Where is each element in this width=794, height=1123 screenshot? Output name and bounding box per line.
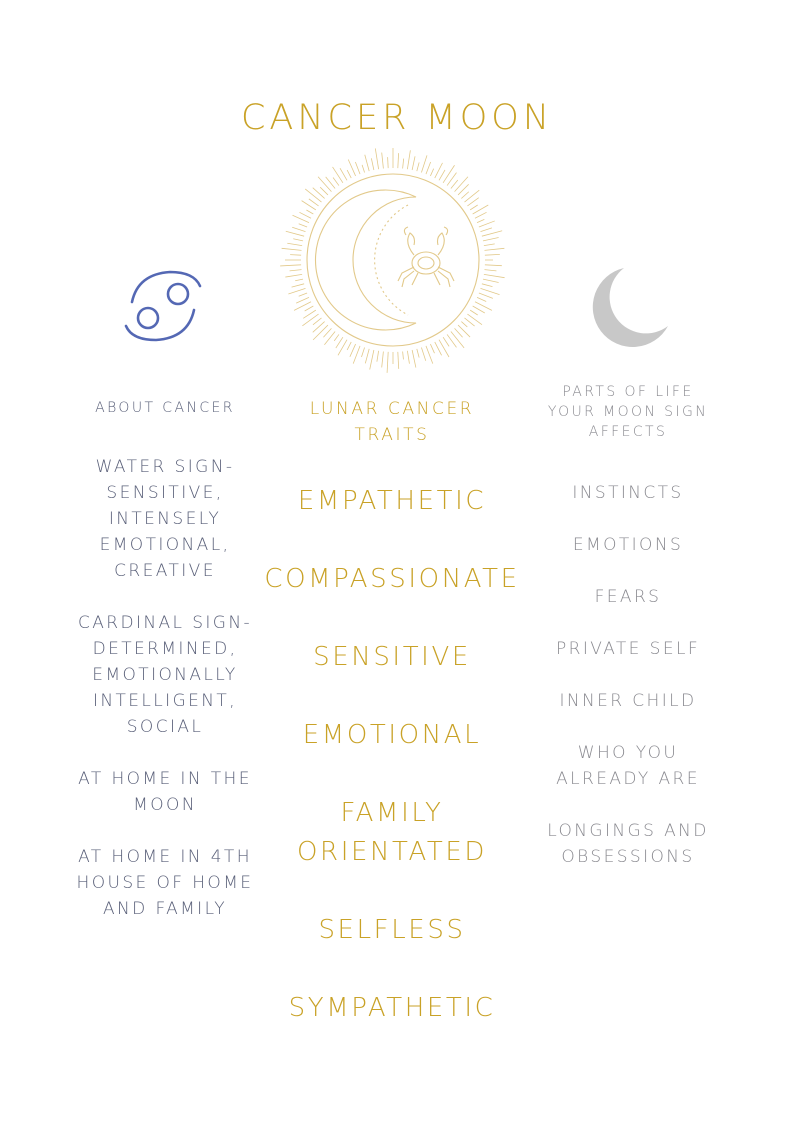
about-cancer-item-line: HOUSE OF HOME xyxy=(76,873,254,893)
moon-sign-affect-line: INNER CHILD xyxy=(559,691,697,711)
moon-sign-affect-line: LONGINGS AND xyxy=(547,821,709,841)
about-cancer-item-line: AT HOME IN 4TH xyxy=(78,847,252,867)
moon-sign-affect-line: PRIVATE SELF xyxy=(555,639,701,659)
about-cancer-item-line: CARDINAL SIGN- xyxy=(77,613,253,633)
about-cancer-item xyxy=(60,844,270,922)
affects-heading-line: PARTS OF LIFE xyxy=(562,384,694,400)
lunar-trait-line: SYMPATHETIC xyxy=(288,993,496,1023)
about-cancer-item-line: EMOTIONALLY xyxy=(92,665,238,685)
moon-sign-affect-line: ALREADY ARE xyxy=(556,769,700,789)
about-cancer-item-line: SENSITIVE, xyxy=(106,483,224,503)
about-cancer-item-line: INTELLIGENT, xyxy=(92,691,238,711)
lunar-trait-line: EMPATHETIC xyxy=(297,486,487,516)
moon-sign-affect xyxy=(520,636,736,662)
lunar-traits-heading xyxy=(262,396,522,448)
lunar-trait xyxy=(262,716,522,755)
moon-sign-affect xyxy=(520,688,736,714)
lunar-trait-line: SELFLESS xyxy=(318,915,466,945)
moon-sign-affect-line: WHO YOU xyxy=(577,743,679,763)
moon-sign-affect xyxy=(520,818,736,870)
affects-heading-line: YOUR MOON SIGN xyxy=(547,404,709,420)
moon-sign-affect xyxy=(520,740,736,792)
lunar-trait-line: ORIENTATED xyxy=(296,837,488,867)
lunar-traits-column xyxy=(262,396,522,1067)
about-cancer-heading: ABOUT CANCER xyxy=(95,400,235,416)
moon-sign-affect xyxy=(520,480,736,506)
moon-sign-affect-line: FEARS xyxy=(594,587,662,607)
lunar-trait-line: EMOTIONAL xyxy=(302,720,482,750)
about-cancer-item-line: AT HOME IN THE xyxy=(78,769,252,789)
moon-sign-affect xyxy=(520,532,736,558)
lunar-trait-line: COMPASSIONATE xyxy=(264,564,520,594)
about-cancer-item xyxy=(60,454,270,584)
moon-sign-affect xyxy=(520,584,736,610)
lunar-traits-heading-line: TRAITS xyxy=(354,425,430,445)
lunar-trait-line: FAMILY xyxy=(340,798,444,828)
lunar-trait xyxy=(262,638,522,677)
moon-sign-affect-line: INSTINCTS xyxy=(572,483,684,503)
crab-in-crescent-sunburst-icon xyxy=(278,145,508,375)
about-cancer-item xyxy=(60,610,270,740)
about-cancer-item-line: INTENSELY xyxy=(108,509,222,529)
lunar-trait xyxy=(262,911,522,950)
lunar-traits-heading-line: LUNAR CANCER xyxy=(309,399,475,419)
moon-sign-affect-line: EMOTIONS xyxy=(572,535,684,555)
cancer-zodiac-glyph-icon xyxy=(120,266,206,346)
moon-sign-affects-column xyxy=(520,382,736,896)
lunar-trait xyxy=(262,794,522,872)
moon-sign-affects-heading xyxy=(520,382,736,442)
about-cancer-item-line: CREATIVE xyxy=(114,561,216,581)
lunar-trait xyxy=(262,989,522,1028)
about-cancer-column xyxy=(60,398,270,948)
about-cancer-item xyxy=(60,766,270,818)
lunar-trait-line: SENSITIVE xyxy=(313,642,471,672)
about-cancer-item-line: SOCIAL xyxy=(126,717,204,737)
about-cancer-item-line: MOON xyxy=(133,795,197,815)
lunar-trait xyxy=(262,482,522,521)
about-cancer-item-line: WATER SIGN- xyxy=(95,457,235,477)
about-cancer-item-line: AND FAMILY xyxy=(103,899,227,919)
crescent-moon-icon xyxy=(586,266,672,350)
about-cancer-item-line: DETERMINED, xyxy=(92,639,238,659)
affects-heading-line: AFFECTS xyxy=(588,424,668,440)
page-title: CANCER MOON xyxy=(240,98,554,138)
lunar-trait xyxy=(262,560,522,599)
about-cancer-item-line: EMOTIONAL, xyxy=(99,535,231,555)
moon-sign-affect-line: OBSESSIONS xyxy=(561,847,695,867)
